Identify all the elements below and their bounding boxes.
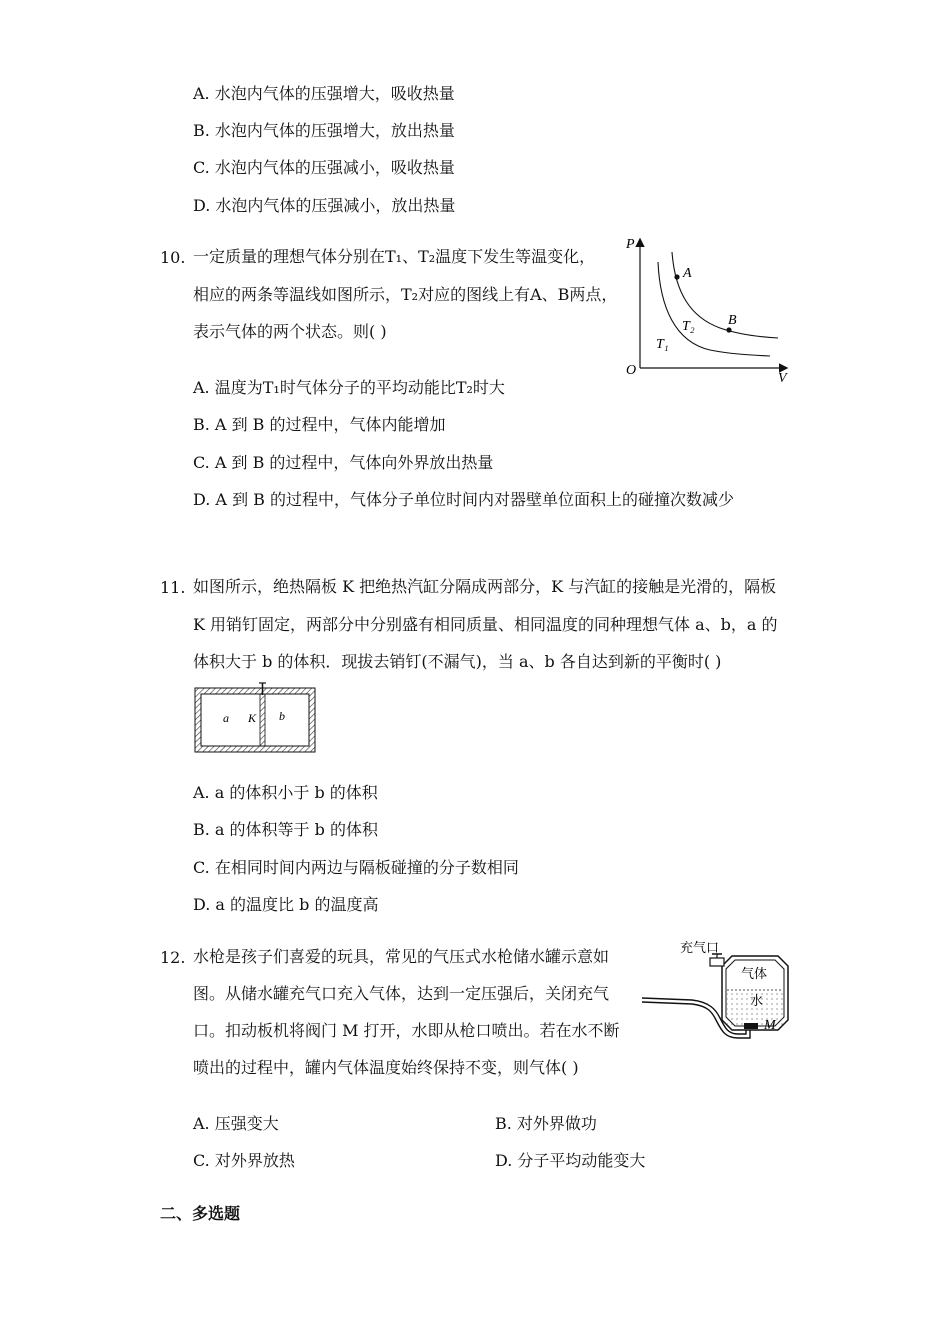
label-p: P [626, 237, 635, 252]
q12-stem-line-3: 口。扣动板机将阀门 M 打开，水即从枪口喷出。若在水不断 [193, 1021, 620, 1040]
point-a [674, 274, 679, 279]
partition-k [260, 694, 265, 746]
q10-stem-line-1: 一定质量的理想气体分别在T₁、T₂温度下发生等温变化， [193, 247, 596, 266]
q10-stem-line-2: 相应的两条等温线如图所示，T₂对应的图线上有A、B两点， [193, 285, 618, 304]
q12-water-gun-figure [640, 932, 792, 1044]
q11-stem-line-1: 如图所示，绝热隔板 K 把绝热汽缸分隔成两部分，K 与汽缸的接触是光滑的，隔板 [193, 577, 777, 596]
q12-number: 12. [160, 948, 186, 967]
q12-option-a: A. 压强变大 [193, 1114, 279, 1133]
q9-option-b: B. 水泡内气体的压强增大，放出热量 [193, 121, 455, 140]
q12-option-c: C. 对外界放热 [193, 1151, 295, 1170]
valve-m [744, 1023, 758, 1029]
label-o: O [626, 363, 637, 378]
q12-stem-line-2: 图。从储水罐充气口充入气体，达到一定压强后，关闭充气 [193, 984, 610, 1003]
q12-option-d: D. 分子平均动能变大 [495, 1151, 646, 1170]
section-2-title: 二、多选题 [160, 1204, 241, 1223]
label-gas-a: a [223, 711, 229, 725]
q12-stem-line-1: 水枪是孩子们喜爱的玩具，常见的气压式水枪储水罐示意如 [193, 947, 610, 966]
q9-option-c: C. 水泡内气体的压强减小，吸收热量 [193, 158, 455, 177]
q11-stem-line-2: K 用销钉固定，两部分中分别盛有相同质量、相同温度的同种理想气体 a、b，a 的 [193, 615, 778, 634]
q10-number: 10. [160, 248, 186, 267]
q11-stem-line-3: 体积大于 b 的体积．现拔去销钉(不漏气)，当 a、b 各自达到新的平衡时( ) [193, 652, 722, 671]
label-v: V [778, 371, 787, 386]
label-a: A [683, 266, 692, 281]
label-b: B [728, 313, 737, 328]
label-m: M [764, 1018, 776, 1033]
q10-option-a: A. 温度为T₁时气体分子的平均动能比T₂时大 [193, 378, 505, 397]
q12-stem-line-4: 喷出的过程中，罐内气体温度始终保持不变，则气体( ) [193, 1058, 579, 1077]
label-k: K [248, 711, 257, 725]
q11-option-c: C. 在相同时间内两边与隔板碰撞的分子数相同 [193, 858, 519, 877]
q11-option-b: B. a 的体积等于 b 的体积 [193, 820, 378, 839]
q9-option-d: D. 水泡内气体的压强减小，放出热量 [193, 196, 456, 215]
q10-pv-graph [620, 232, 795, 386]
label-water: 水 [750, 994, 764, 1009]
q11-option-d: D. a 的温度比 b 的温度高 [193, 895, 379, 914]
q10-option-c: C. A 到 B 的过程中，气体向外界放出热量 [193, 453, 494, 472]
label-gas: 气体 [741, 967, 768, 982]
q10-stem-line-3: 表示气体的两个状态。则( ) [193, 322, 387, 341]
q11-cylinder-figure [193, 682, 318, 754]
q9-option-a: A. 水泡内气体的压强增大，吸收热量 [193, 84, 455, 103]
q10-option-d: D. A 到 B 的过程中，气体分子单位时间内对器壁单位面积上的碰撞次数减少 [193, 490, 735, 509]
label-gas-b: b [279, 709, 285, 723]
label-t2: T₂ [682, 319, 695, 334]
q11-number: 11. [160, 578, 186, 597]
inlet-valve [710, 958, 724, 966]
point-b [726, 327, 731, 332]
q10-option-b: B. A 到 B 的过程中，气体内能增加 [193, 415, 446, 434]
label-inlet: 充气口 [680, 941, 720, 956]
q11-option-a: A. a 的体积小于 b 的体积 [193, 783, 378, 802]
label-t1: T₁ [656, 337, 669, 352]
q12-option-b: B. 对外界做功 [495, 1114, 597, 1133]
